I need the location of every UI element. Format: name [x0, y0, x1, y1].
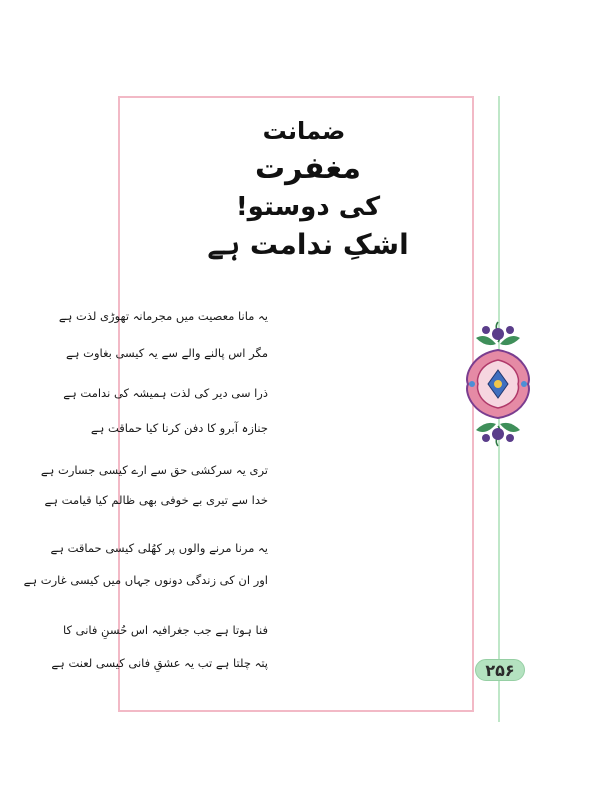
verse-line: مگر اس پالنے والے سے یہ کیسی بغاوت ہے: [66, 346, 268, 360]
title-line-4: اشکِ ندامت ہے: [207, 228, 409, 261]
floral-medallion-icon: [462, 320, 534, 448]
title-block: [200, 112, 416, 264]
title-line-1: ضمانت: [262, 117, 346, 145]
page-number: ۲۵۶: [475, 659, 525, 681]
verse-line: فنا ہوتا ہے جب جغرافیہ اس حُسنِ فانی کا: [62, 623, 268, 637]
verse-line: جنازہ آبرو کا دفن کرنا کیا حماقت ہے: [90, 421, 268, 435]
title-line-2: مغفرت: [255, 151, 361, 186]
verse-line: یہ مانا معصیت میں مجرمانہ تھوڑی لذت ہے: [58, 309, 268, 323]
verse-line: ذرا سی دیر کی لذت ہمیشہ کی ندامت ہے: [63, 386, 268, 400]
verse-line: تری یہ سرکشی حق سے ارے کیسی جسارت ہے: [40, 463, 268, 477]
verse-line: پتہ چلتا ہے تب یہ عشقِ فانی کیسی لعنت ہے: [51, 656, 268, 670]
verse-line: اور ان کی زندگی دونوں جہاں میں کیسی غارت ہے: [23, 573, 268, 587]
verse-line: یہ مرنا مرنے والوں پر کھُلی کیسی حماقت ہے: [50, 541, 268, 555]
title-line-3: کی دوستو!: [235, 192, 381, 222]
verse-line: خدا سے تیری بے خوفی بھی ظالم کیا قیامت ہے: [44, 493, 268, 507]
